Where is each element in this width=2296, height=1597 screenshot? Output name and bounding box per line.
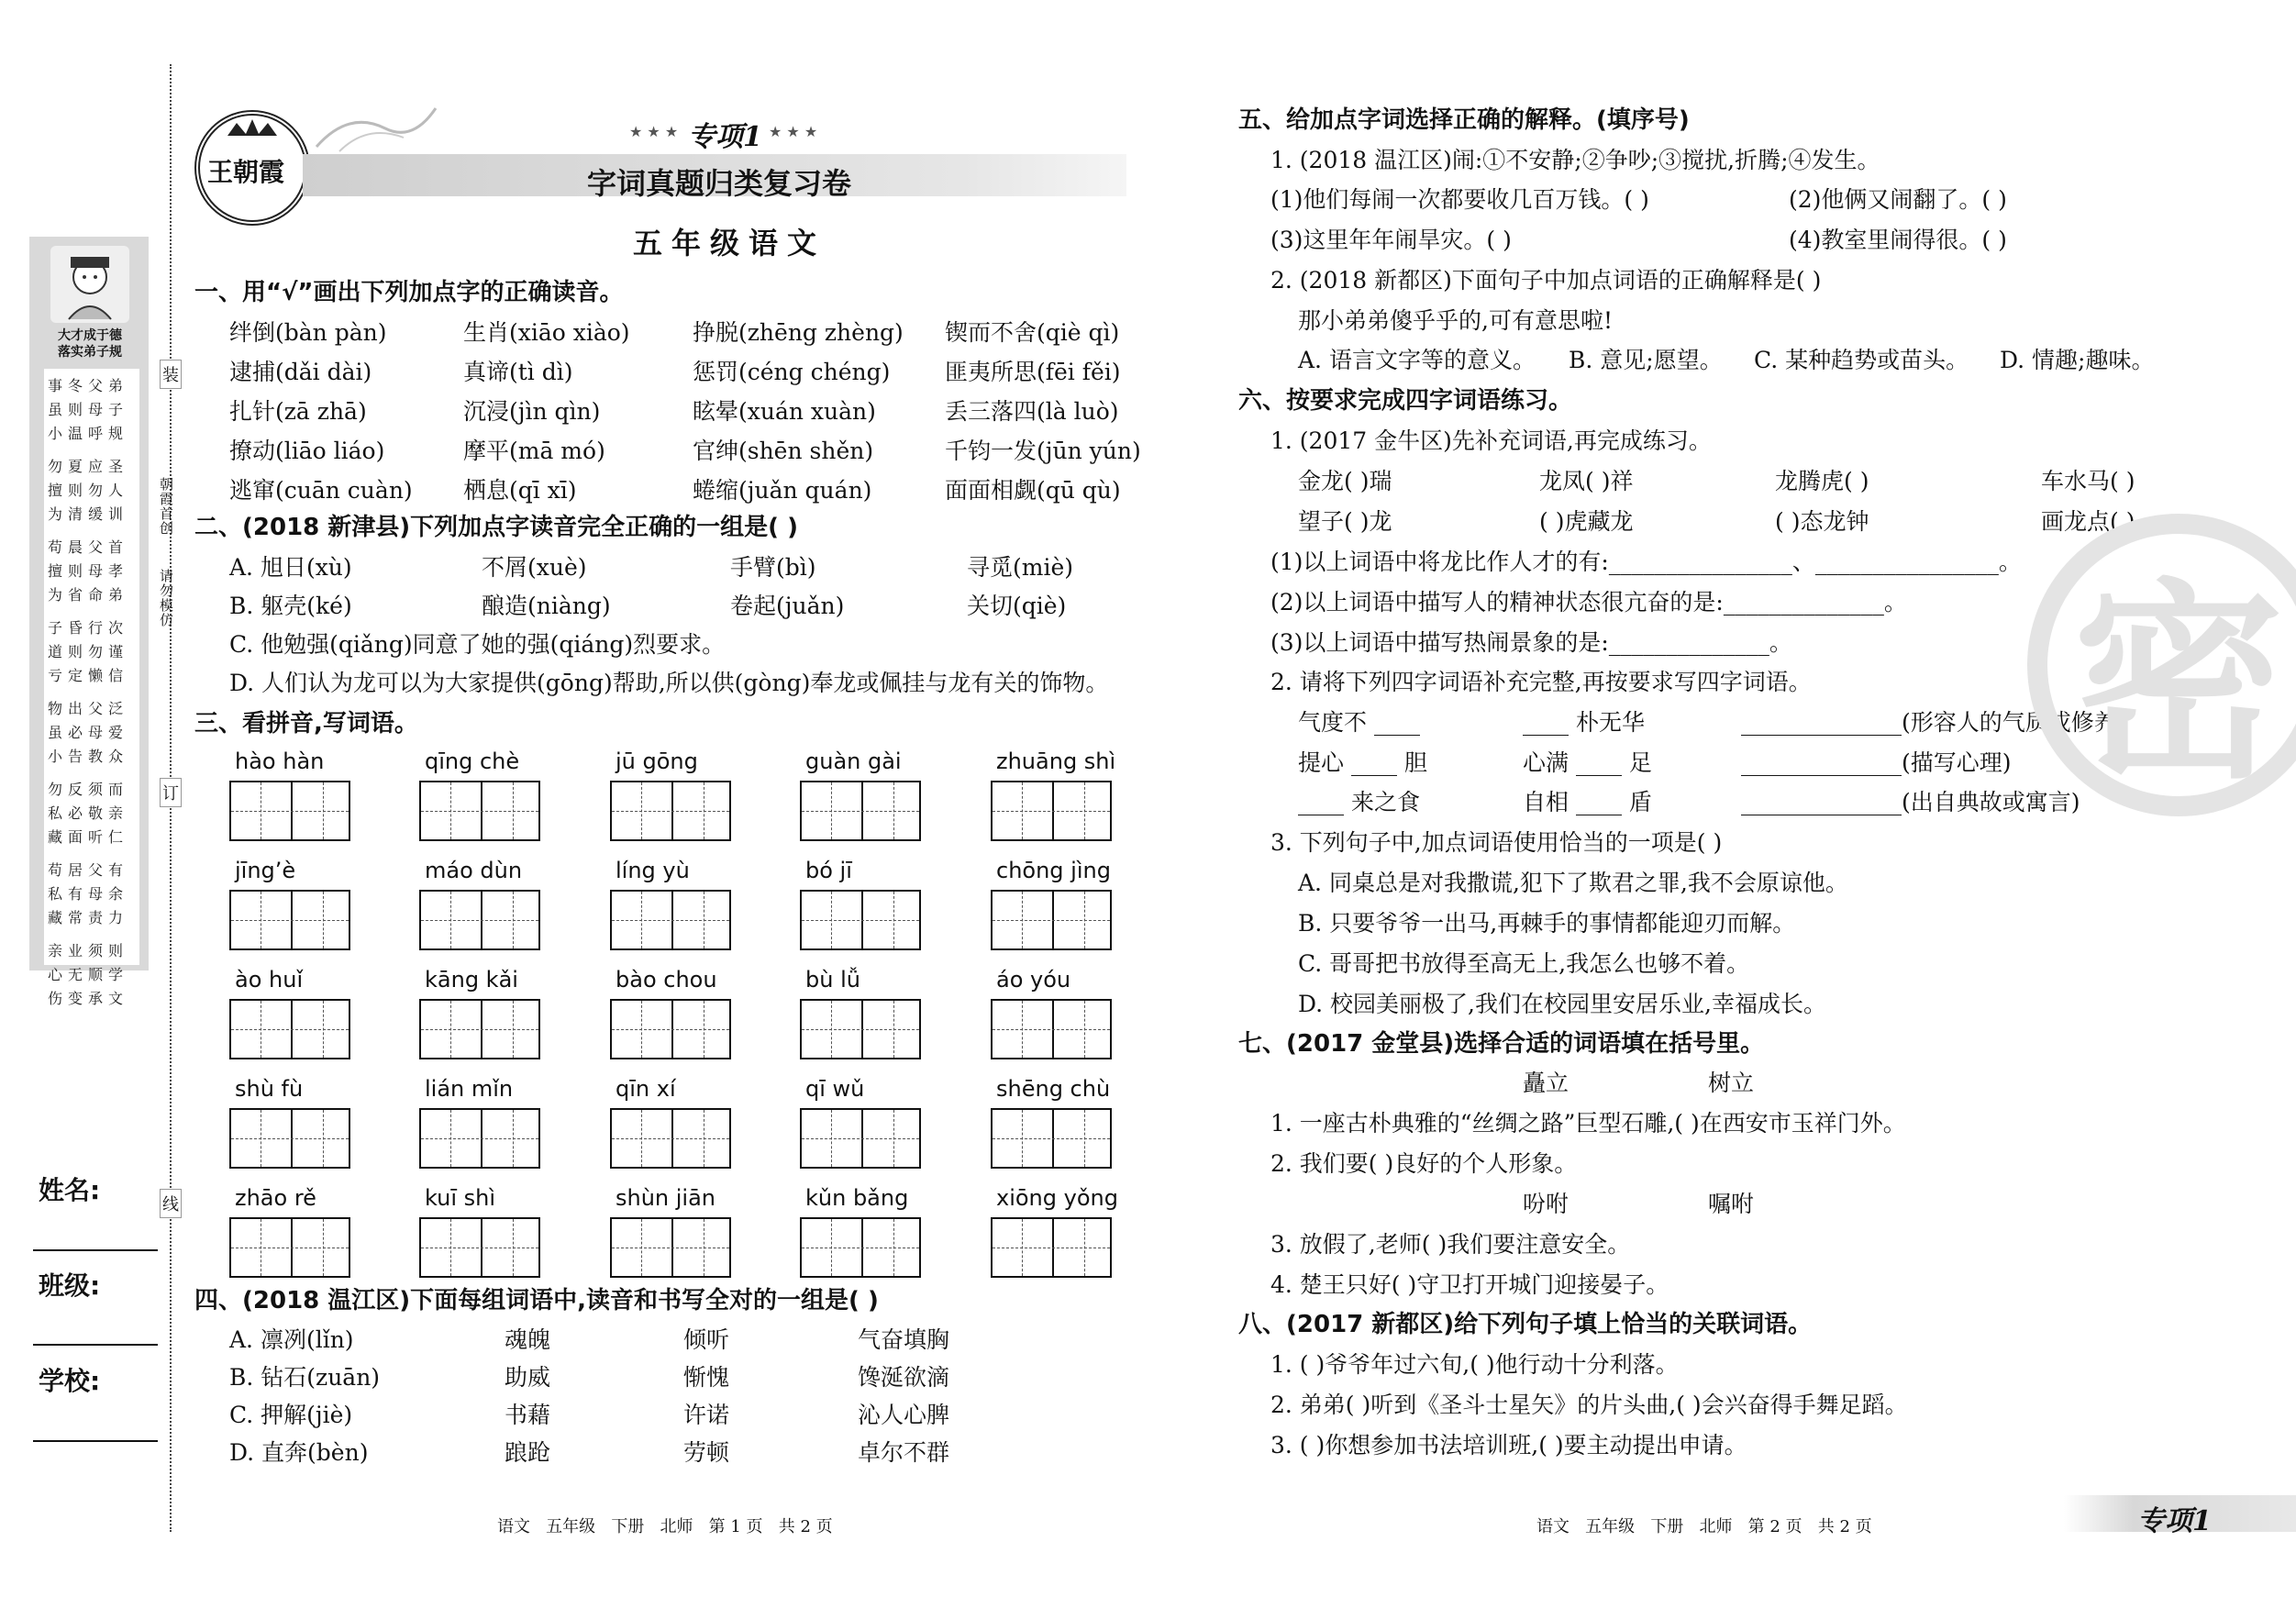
s1-item: 千钧一发(jūn yún) (945, 438, 1141, 464)
maxim-line: 道则勿谨 (48, 643, 129, 660)
s2-c: C. 他勉强(qiǎng)同意了她的强(qiáng)烈要求。 (229, 631, 726, 658)
writing-grid-box[interactable] (419, 999, 540, 1059)
s1-item: 逃窜(cuān cuàn) (229, 477, 413, 504)
s4-item: 沁人心脾 (858, 1402, 950, 1428)
maxim-line: 为清缓训 (48, 505, 129, 523)
s1-item: 生肖(xiāo xiào) (463, 319, 630, 346)
s6-r2-2: 心满 ____ 足 (1523, 749, 1652, 776)
s1-item: 丢三落四(là luò) (945, 398, 1119, 425)
writing-grid-box[interactable] (991, 890, 1112, 950)
s8-l3: 3. ( )你想参加书法培训班,( )要主动提出申请。 (1270, 1432, 1747, 1458)
s6-q3-b: B. 只要爷爷一出马,再棘手的事情都能迎刃而解。 (1298, 910, 1796, 937)
s6-sub1: (1)以上词语中将龙比作人才的有:________________、________________。 (1270, 549, 2022, 575)
pinyin-label: bù lǚ (805, 967, 860, 993)
s1-item: 蜷缩(juǎn quán) (693, 477, 872, 504)
pinyin-label: chōng jìng (996, 858, 1111, 883)
s6-r1-1: 气度不 ____ (1298, 709, 1420, 736)
warn-left: 朝霞首创 (158, 477, 174, 536)
writing-grid-box[interactable] (229, 1217, 350, 1278)
s6-r3-3: ______________(出自典故或寓言) (1741, 789, 2080, 815)
writing-grid-box[interactable] (610, 999, 731, 1059)
maxim-table (48, 374, 136, 1020)
s5-q1-1: (1)他们每闹一次都要收几百万钱。( ) (1270, 186, 1649, 213)
maxim-line: 勿反须而 (48, 781, 129, 798)
s2-d: D. 人们认为龙可以为大家提供(gōng)帮助,所以供(gòng)奉龙或佩挂与龙有关的饰物。 (229, 670, 1109, 696)
s2-a2: 不屑(xuè) (482, 554, 587, 581)
maxim-line: 私有母余 (48, 885, 129, 903)
s1-item: 面面相觑(qū qù) (945, 477, 1121, 504)
pinyin-label: áo yóu (996, 967, 1071, 993)
maxim-line: 事冬父弟 (48, 377, 129, 394)
s7-title: 七、(2017 金堂县)选择合适的词语填在括号里。 (1238, 1030, 1765, 1058)
writing-grid-box[interactable] (991, 1217, 1112, 1278)
main-title: 字词真题归类复习卷 (587, 166, 852, 201)
maxim-line: 物出父泛 (48, 700, 129, 717)
maxim-line: 亲业须则 (48, 942, 129, 959)
pinyin-label: líng yù (616, 858, 690, 883)
s3-title: 三、看拼音,写词语。 (194, 710, 418, 738)
s2-b4: 关切(qiè) (967, 593, 1067, 619)
pinyin-label: guàn gài (805, 749, 902, 774)
s6-q3-a: A. 同桌总是对我撒谎,犯下了欺君之罪,我不会原谅他。 (1298, 870, 1848, 896)
s7-l2: 2. 我们要( )良好的个人形象。 (1270, 1150, 1578, 1177)
s6-f2-2: ( )虎藏龙 (1539, 508, 1634, 535)
s1-item: 眩晕(xuán xuàn) (693, 398, 876, 425)
s6-f1-3: 龙腾虎( ) (1775, 468, 1869, 494)
binding-mark-1: 装 (160, 360, 182, 389)
child-figure-icon (50, 246, 129, 323)
warn-right: 请勿模仿 (158, 569, 174, 627)
pinyin-label: bó jī (805, 858, 852, 883)
s5-q2: 2. (2018 新都区)下面句子中加点词语的正确解释是( ) (1270, 267, 1822, 294)
writing-grid-box[interactable] (800, 1217, 921, 1278)
pinyin-label: kǔn bǎng (805, 1185, 909, 1211)
s7-l4: 4. 楚王只好( )守卫打开城门迎接晏子。 (1270, 1271, 1669, 1298)
writing-grid-box[interactable] (229, 890, 350, 950)
s4-item: A. 凛冽(lǐn) (229, 1326, 354, 1353)
s5-title: 五、给加点字词选择正确的解释。(填序号) (1238, 106, 1690, 134)
pinyin-label: zhuāng shì (996, 749, 1116, 774)
s8-l2: 2. 弟弟( )听到《圣斗士星矢》的片头曲,( )会兴奋得手舞足蹈。 (1270, 1392, 1908, 1418)
writing-grid-box[interactable] (610, 781, 731, 841)
star-left: ★ ★ ★ (629, 123, 679, 140)
motto-bottom: 落实弟子规 (58, 345, 122, 360)
pinyin-label: jīng’è (235, 858, 296, 883)
s6-title: 六、按要求完成四字词语练习。 (1238, 387, 1573, 415)
pinyin-label: zhāo rě (235, 1185, 316, 1211)
s2-a4: 寻觅(miè) (967, 554, 1074, 581)
pinyin-label: máo dùn (425, 858, 523, 883)
s5-q1-3: (3)这里年年闹旱灾。( ) (1270, 227, 1512, 253)
s1-item: 匪夷所思(fēi fěi) (945, 359, 1121, 385)
writing-grid-box[interactable] (991, 999, 1112, 1059)
maxim-line: 伤变承文 (48, 990, 129, 1007)
maxim-line: 苟居父有 (48, 861, 129, 879)
writing-grid-box[interactable] (229, 781, 350, 841)
s4-item: 惭愧 (683, 1364, 730, 1391)
pinyin-label: shēng chù (996, 1076, 1111, 1102)
s5-q2-c: C. 某种趋势或苗头。 (1754, 347, 1969, 373)
maxim-line: 擅则勿人 (48, 482, 129, 499)
s1-item: 真谛(tì dì) (463, 359, 573, 385)
class-line[interactable] (33, 1344, 158, 1346)
maxim-line: 为省命弟 (48, 586, 129, 604)
s6-q3: 3. 下列句子中,加点词语使用恰当的一项是( ) (1270, 829, 1723, 856)
s1-item: 官绅(shēn shěn) (693, 438, 874, 464)
writing-grid-box[interactable] (419, 1108, 540, 1169)
s2-a1: A. 旭日(xù) (229, 554, 352, 581)
s6-f2-1: 望子( )龙 (1298, 508, 1392, 535)
corner-tag: 专项1 (2137, 1505, 2212, 1537)
logo-text: 王朝霞 (207, 157, 285, 187)
s6-sub3: (3)以上词语中描写热闹景象的是:______________。 (1270, 629, 1792, 656)
ribbon-swirl (312, 101, 440, 156)
s6-r2-1: 提心 ____ 胆 (1298, 749, 1427, 776)
subtitle: 五年级语文 (633, 226, 826, 261)
maxim-line: 藏常责力 (48, 909, 129, 926)
s6-f2-3: ( )态龙钟 (1775, 508, 1869, 535)
s1-title: 一、用“√”画出下列加点字的正确读音。 (194, 279, 624, 306)
pinyin-label: kāng kǎi (425, 967, 518, 993)
footer-right: 语文 五年级 下册 北师 第 2 页 共 2 页 (1536, 1517, 1872, 1536)
pinyin-label: qīn xí (616, 1076, 676, 1102)
s7-w2-a: 吩咐 (1523, 1191, 1569, 1217)
footer-left: 语文 五年级 下册 北师 第 1 页 共 2 页 (497, 1517, 833, 1536)
special-title: 专项1 (688, 121, 762, 153)
s4-item: 踉跄 (505, 1439, 551, 1466)
s8-l1: 1. ( )爷爷年过六旬,( )他行动十分利落。 (1270, 1351, 1679, 1378)
s1-item: 惩罚(céng chéng) (693, 359, 891, 385)
stamp-char: 密 (2072, 561, 2284, 807)
maxim-line: 虽必母爱 (48, 724, 129, 741)
class-label: 班级: (39, 1270, 101, 1301)
pinyin-label: hào hàn (235, 749, 325, 774)
writing-grid-box[interactable] (419, 1217, 540, 1278)
s6-f1-2: 龙凤( )祥 (1539, 468, 1634, 494)
s1-item: 沉浸(jìn qìn) (463, 398, 601, 425)
maxim-line: 苟晨父首 (48, 538, 129, 556)
maxim-line: 藏面听仁 (48, 828, 129, 846)
pinyin-label: ào huǐ (235, 967, 304, 993)
school-label: 学校: (39, 1366, 101, 1396)
maxim-line: 勿夏应圣 (48, 458, 129, 475)
s6-f1-4: 车水马( ) (2041, 468, 2135, 494)
maxim-line: 亏定懒信 (48, 667, 129, 684)
s1-item: 撩动(liāo liáo) (229, 438, 385, 464)
s4-item: 倾听 (683, 1326, 730, 1353)
pinyin-label: lián mǐn (425, 1076, 514, 1102)
s2-b2: 酿造(niàng) (482, 593, 611, 619)
pinyin-label: shùn jiān (616, 1185, 716, 1211)
s5-q1-2: (2)他俩又闹翻了。( ) (1789, 186, 2007, 213)
writing-grid-box[interactable] (991, 1108, 1112, 1169)
s2-b1: B. 躯壳(ké) (229, 593, 352, 619)
writing-grid-box[interactable] (610, 890, 731, 950)
maxim-line: 子昏行次 (48, 619, 129, 637)
s8-title: 八、(2017 新都区)给下列句子填上恰当的关联词语。 (1238, 1311, 1813, 1338)
s6-f1-1: 金龙( )瑞 (1298, 468, 1392, 494)
s6-f2-4: 画龙点( ) (2041, 508, 2135, 535)
s2-b3: 卷起(juǎn) (730, 593, 845, 619)
s4-item: 卓尔不群 (858, 1439, 950, 1466)
maxim-line: 小告教众 (48, 748, 129, 765)
s2-a3: 手臂(bì) (730, 554, 816, 581)
pinyin-label: qī wǔ (805, 1076, 865, 1102)
s6-r3-1: ____ 来之食 (1298, 789, 1420, 815)
maxim-line: 虽则母子 (48, 401, 129, 418)
s5-q2-sent: 那小弟弟傻乎乎的,可有意思啦! (1298, 307, 1613, 334)
binding-mark-2: 订 (160, 778, 182, 807)
s4-title: 四、(2018 温江区)下面每组词语中,读音和书写全对的一组是( ) (194, 1287, 879, 1314)
ribbon-icon (312, 101, 440, 156)
s1-item: 扎针(zā zhā) (229, 398, 367, 425)
s5-q2-a: A. 语言文字等的意义。 (1298, 347, 1536, 373)
pinyin-label: xiōng yǒng (996, 1185, 1118, 1211)
s7-w2-b: 嘱咐 (1708, 1191, 1755, 1217)
confidential-stamp (2027, 514, 2296, 816)
s6-sub2: (2)以上词语中描写人的精神状态很亢奋的是:______________。 (1270, 589, 1907, 616)
s5-q1-4: (4)教室里闹得很。( ) (1789, 227, 2007, 253)
writing-grid-box[interactable] (610, 1108, 731, 1169)
star-right: ★ ★ ★ (769, 123, 818, 140)
s4-item: B. 钻石(zuān) (229, 1364, 381, 1391)
maxim-line: 擅则母孝 (48, 562, 129, 580)
s1-item: 摩平(mā mó) (463, 438, 605, 464)
s4-item: C. 押解(jiè) (229, 1402, 353, 1428)
motto-top: 大才成于德 (58, 328, 122, 343)
s5-q2-b: B. 意见;愿望。 (1569, 347, 1723, 373)
writing-grid-box[interactable] (800, 999, 921, 1059)
pinyin-label: jū gōng (616, 749, 698, 774)
s6-r1-3: ______________(形容人的气质或修养) (1741, 709, 2126, 736)
s1-item: 栖息(qī xī) (463, 477, 577, 504)
s7-w1-b: 树立 (1708, 1070, 1755, 1096)
writing-grid-box[interactable] (991, 781, 1112, 841)
s4-item: 劳顿 (683, 1439, 730, 1466)
s6-q3-d: D. 校园美丽极了,我们在校园里安居乐业,幸福成长。 (1298, 991, 1826, 1017)
binding-mark-3: 线 (160, 1189, 182, 1218)
s4-item: 气奋填胸 (858, 1326, 950, 1353)
name-label: 姓名: (39, 1175, 101, 1205)
s6-q3-c: C. 哥哥把书放得至高无上,我怎么也够不着。 (1298, 950, 1750, 977)
maxim-line: 私必敬亲 (48, 804, 129, 822)
s7-l3: 3. 放假了,老师( )我们要注意安全。 (1270, 1231, 1631, 1258)
s5-q1: 1. (2018 温江区)闹:①不安静;②争吵;③搅扰,折腾;④发生。 (1270, 147, 1880, 173)
pinyin-label: bào chou (616, 967, 717, 993)
s7-l1: 1. 一座古朴典雅的“丝绸之路”巨型石雕,( )在西安市玉祥门外。 (1270, 1110, 1906, 1137)
name-line[interactable] (33, 1249, 158, 1251)
s1-item: 绊倒(bàn pàn) (229, 319, 387, 346)
writing-grid-box[interactable] (800, 1108, 921, 1169)
writing-grid-box[interactable] (800, 890, 921, 950)
s4-item: D. 直奔(bèn) (229, 1439, 369, 1466)
pinyin-label: kuī shì (425, 1185, 496, 1211)
s4-item: 助威 (505, 1364, 551, 1391)
maxim-line: 心无顺学 (48, 966, 129, 983)
writing-grid-box[interactable] (229, 999, 350, 1059)
s6-q2: 2. 请将下列四字词语补充完整,再按要求写四字词语。 (1270, 669, 1812, 695)
s5-q2-d: D. 情趣;趣味。 (2000, 347, 2155, 373)
s6-r1-2: ____ 朴无华 (1523, 709, 1645, 736)
pinyin-label: shù fù (235, 1076, 304, 1102)
s4-item: 许诺 (683, 1402, 730, 1428)
s2-title: 二、(2018 新津县)下列加点字读音完全正确的一组是( ) (194, 514, 798, 541)
s6-q1: 1. (2017 金牛区)先补充词语,再完成练习。 (1270, 427, 1712, 454)
writing-grid-box[interactable] (800, 781, 921, 841)
motto-figure (50, 246, 129, 323)
s4-item: 书藉 (505, 1402, 551, 1428)
s6-r2-3: ______________(描写心理) (1741, 749, 2012, 776)
school-line[interactable] (33, 1440, 158, 1442)
s7-w1-a: 矗立 (1523, 1070, 1569, 1096)
s1-item: 挣脱(zhēng zhèng) (693, 319, 904, 346)
writing-grid-box[interactable] (229, 1108, 350, 1169)
writing-grid-box[interactable] (419, 890, 540, 950)
writing-grid-box[interactable] (610, 1217, 731, 1278)
maxim-line: 小温呼规 (48, 425, 129, 442)
s4-item: 魂魄 (505, 1326, 551, 1353)
s4-item: 馋涎欲滴 (858, 1364, 950, 1391)
pinyin-label: qīng chè (425, 749, 520, 774)
s1-item: 逮捕(dǎi dài) (229, 359, 372, 385)
writing-grid-box[interactable] (419, 781, 540, 841)
s1-item: 锲而不舍(qiè qì) (945, 319, 1120, 346)
s6-r3-2: 自相 ____ 盾 (1523, 789, 1652, 815)
